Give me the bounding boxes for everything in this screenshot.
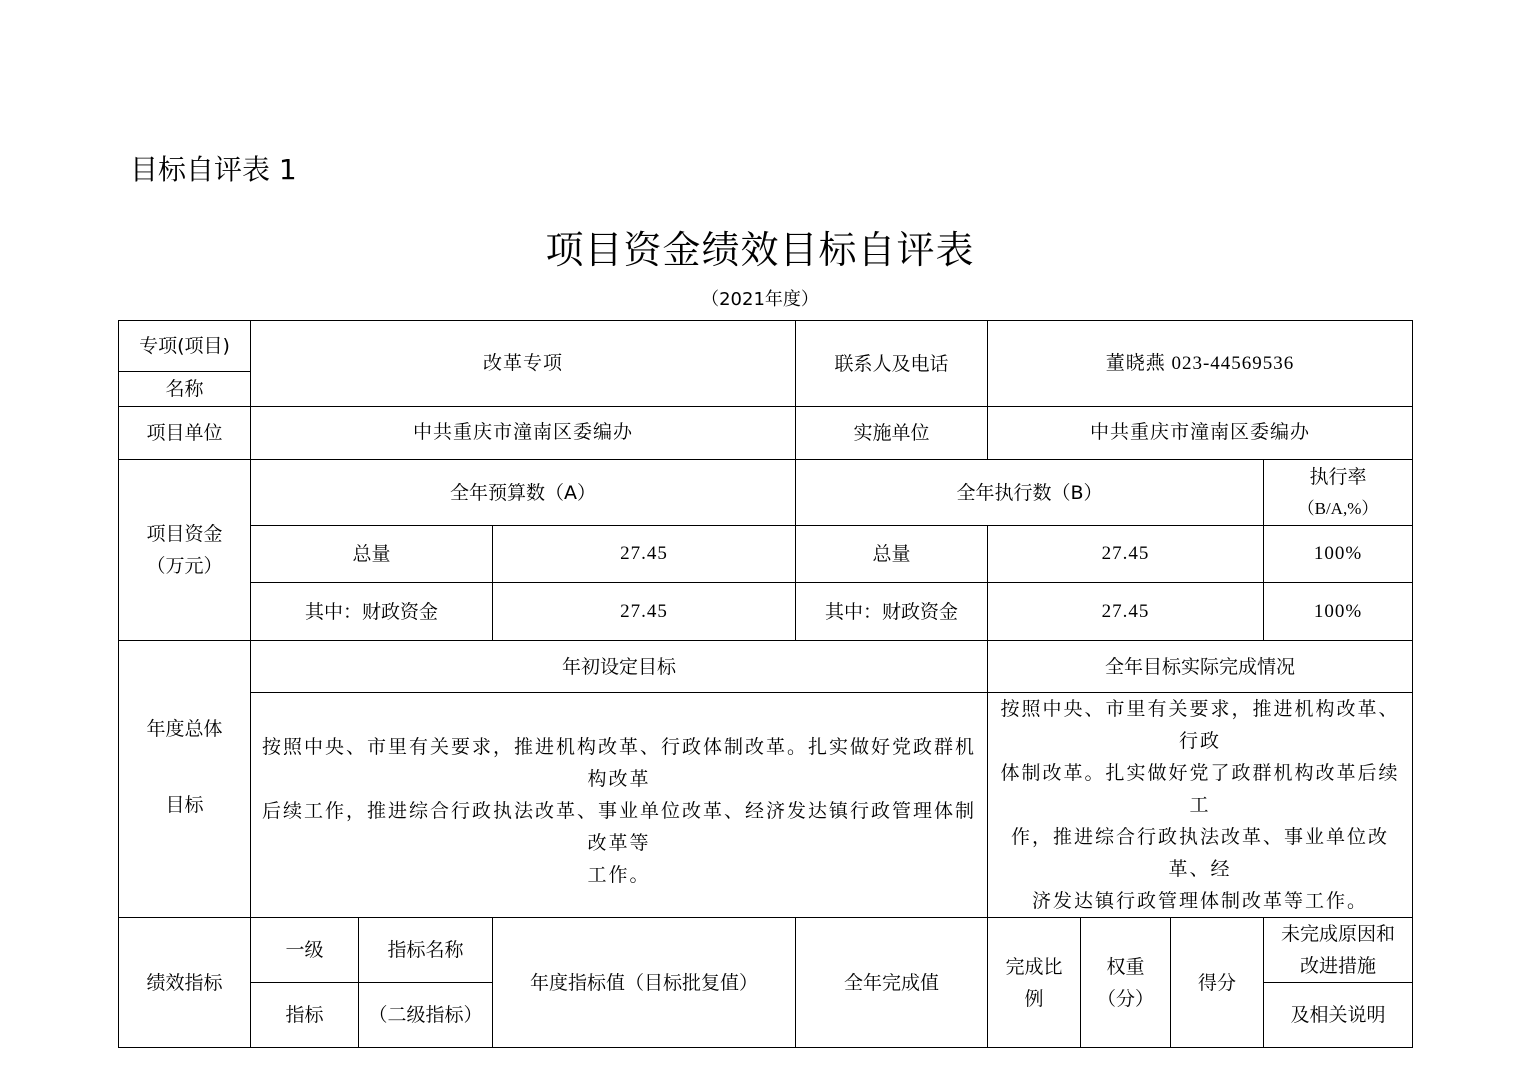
budget-fiscal-label: 其中：财政资金	[251, 583, 493, 641]
project-name-label-2: 名称	[119, 372, 251, 407]
actual-goal-header: 全年目标实际完成情况	[988, 641, 1413, 693]
exec-fiscal-label: 其中：财政资金	[796, 583, 988, 641]
fund-label	[119, 460, 251, 641]
rate-fiscal-value: 100%	[1264, 583, 1413, 641]
initial-goal-line: 按照中央、市里有关要求，推进机构改革、行政体制改革。扎实做好党政群机构改革	[261, 736, 976, 790]
impl-unit-label: 实施单位	[796, 407, 988, 460]
project-name-value: 改革专项	[251, 321, 796, 407]
table-row	[119, 460, 1413, 526]
full-year-value-header: 全年完成值	[796, 918, 988, 1048]
project-unit-value: 中共重庆市潼南区委编办	[251, 407, 796, 460]
weight-line-2: （分）	[1096, 987, 1154, 1010]
exec-fiscal-value: 27.45	[988, 583, 1264, 641]
initial-goal-line: 工作。	[587, 864, 651, 886]
initial-goal-line: 后续工作，推进综合行政执法改革、事业单位改革、经济发达镇行政管理体制改革等	[261, 800, 976, 854]
document-title: 项目资金绩效目标自评表	[545, 228, 975, 272]
document-label: 目标自评表 1	[130, 153, 297, 186]
initial-goal-header: 年初设定目标	[251, 641, 988, 693]
goal-label-line-2: 目标	[165, 794, 204, 816]
reason-line-1: 未完成原因和	[1281, 923, 1396, 945]
indicator-name-header-b: （二级指标）	[359, 983, 493, 1048]
table-row	[119, 693, 1413, 918]
indicator-name-header-a: 指标名称	[359, 918, 493, 983]
table-row	[119, 407, 1413, 460]
reason-header-b: 及相关说明	[1264, 983, 1413, 1048]
goal-label	[119, 641, 251, 918]
weight-header	[1081, 918, 1171, 1048]
evaluation-table	[118, 320, 1413, 1048]
completion-ratio-line-2: 例	[1024, 987, 1044, 1010]
table-row	[119, 583, 1413, 641]
table-row	[119, 641, 1413, 693]
budget-total-value: 27.45	[493, 526, 796, 583]
budget-header: 全年预算数（A）	[251, 460, 796, 526]
budget-total-label: 总量	[251, 526, 493, 583]
table-row	[119, 526, 1413, 583]
initial-goal-text	[251, 693, 988, 918]
contact-label: 联系人及电话	[796, 321, 988, 407]
fund-label-line-2: （万元）	[146, 555, 223, 577]
reason-header-a	[1264, 918, 1413, 983]
actual-goal-line: 按照中央、市里有关要求，推进机构改革、行政	[1000, 698, 1400, 752]
completion-ratio-line-1: 完成比	[1005, 955, 1063, 978]
rate-header-line-2: （B/A,%）	[1297, 498, 1379, 518]
rate-header-line-1: 执行率	[1309, 465, 1367, 488]
level1-header-a: 一级	[251, 918, 359, 983]
weight-line-1: 权重	[1106, 955, 1145, 978]
perf-label: 绩效指标	[119, 918, 251, 1048]
fund-label-line-1: 项目资金	[146, 523, 223, 545]
rate-header	[1264, 460, 1413, 526]
rate-total-value: 100%	[1264, 526, 1413, 583]
score-header: 得分	[1171, 918, 1264, 1048]
actual-goal-line: 体制改革。扎实做好党了政群机构改革后续工	[1000, 762, 1400, 816]
goal-label-line-1: 年度总体	[146, 718, 223, 740]
level1-header-b: 指标	[251, 983, 359, 1048]
table-row	[119, 918, 1413, 983]
actual-goal-line: 济发达镇行政管理体制改革等工作。	[1032, 890, 1369, 912]
exec-total-label: 总量	[796, 526, 988, 583]
reason-line-2: 改进措施	[1300, 955, 1377, 977]
actual-goal-line: 作，推进综合行政执法改革、事业单位改革、经	[1011, 826, 1390, 880]
exec-header: 全年执行数（B）	[796, 460, 1264, 526]
document-year: （2021年度）	[701, 289, 819, 310]
exec-total-value: 27.45	[988, 526, 1264, 583]
project-name-label-1: 专项(项目)	[119, 321, 251, 372]
contact-value: 董晓燕 023-44569536	[988, 321, 1413, 407]
budget-fiscal-value: 27.45	[493, 583, 796, 641]
impl-unit-value: 中共重庆市潼南区委编办	[988, 407, 1413, 460]
completion-ratio-header	[988, 918, 1081, 1048]
project-unit-label: 项目单位	[119, 407, 251, 460]
annual-value-header: 年度指标值（目标批复值）	[493, 918, 796, 1048]
table-row	[119, 321, 1413, 372]
actual-goal-text	[988, 693, 1413, 918]
